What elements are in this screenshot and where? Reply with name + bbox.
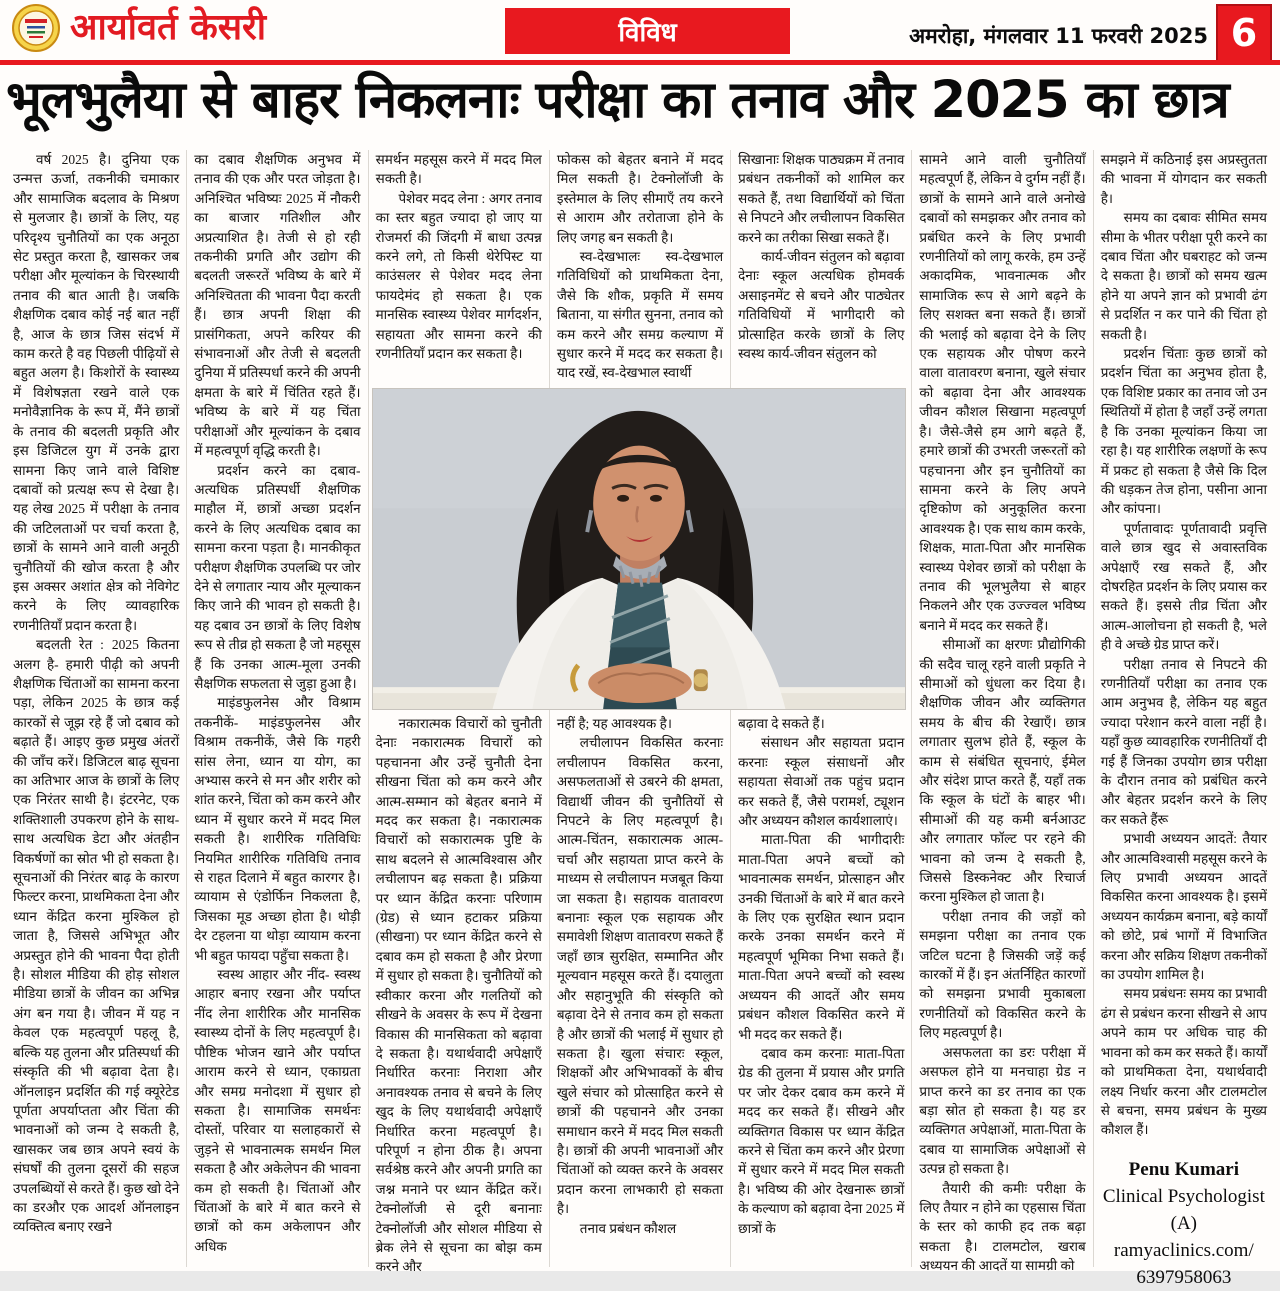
author-credit [1101, 1156, 1267, 1291]
author-title: Clinical Psychologist (A) [1102, 1185, 1265, 1234]
article-paragraph: माइंडफुलनेस और विश्राम तकनीकें- माइंडफुलनेस और विश्राम तकनीकें, जैसे कि गहरी सांस लेना, ध्यान या योग, का अभ्यास करने से मन और शरीर को शांत करने, चिंता को कम करने और ध्यान में सुधार करने में मदद मिल सकती है। शारीरिक गतिविधिः नियमित शारीरिक गतिविधि तनाव से राहत दिलाने में बहुत कारगर है। व्यायाम से एंडोर्फिन निकलता है, जिसका मूड अच्छा होता है। थोड़ी देर टहलना या थोड़ा व्यायाम करना भी बहुत फायदा पहुँचा सकता है। [194, 695, 361, 963]
article-paragraph: स्वस्थ आहार और नींद- स्वस्थ आहार बनाए रखना और पर्याप्त नींद लेना शारीरिक और मानसिक स्वास्थ्य दोनों के लिए महत्वपूर्ण है। पौष्टिक भोजन खाने और पर्याप्त आराम करने से ध्यान, एकाग्रता और समग्र मनोदशा में सुधार हो सकता है। सामाजिक समर्थनः दोस्तों, परिवार या सलाहकारों से जुड़ने से भावनात्मक समर्थन मिल सकता है और अकेलेपन की भावना कम हो सकती है। चिंताओं और चिंताओं के बारे में बात करने से छात्रों को कम अकेलापन और अधिक [194, 967, 361, 1254]
article-paragraph: नहीं है; यह आवश्यक है। [556, 716, 672, 731]
section-badge [505, 8, 790, 54]
article-paragraph: समझने में कठिनाई इस अप्रस्तुतता की भावना में योगदान कर सकती है। [1100, 152, 1267, 206]
dateline: अमरोहा, मंगलवार 11 फरवरी 2025 [909, 24, 1208, 48]
article-paragraph: माता-पिता की भागीदारीः माता-पिता अपने बच्चों को भावनात्मक समर्थन, प्रोत्साहन और उनकी चिंताओं के बारे में बात करने के लिए एक सुरक्षित स्थान प्रदान करके उनका समर्थन करने में महत्वपूर्ण भूमिका निभा सकते हैं। माता-पिता अपने बच्चों को स्वस्थ अध्ययन की आदतें और समय प्रबंधन कौशल विकसित करने में भी मदद कर सकते हैं। [738, 832, 905, 1042]
clinical-psychologist-photo [372, 388, 906, 710]
article-paragraph: नकारात्मक विचारों को चुनौती देनाः नकारात्मक विचारों को पहचानना और उन्हें चुनौती देना सीखना चिंता को कम करने और आत्म-सम्मान को बेहतर बनाने में मदद कर सकता है। नकारात्मक विचारों को सकारात्मक पुष्टि के साथ बदलने से आत्मविश्वास और लचीलापन बढ़ सकता है। प्रक्रिया पर ध्यान केंद्रित करनाः परिणाम (ग्रेड) से ध्यान हटाकर प्रक्रिया (सीखना) पर ध्यान केंद्रित करने से दबाव कम हो सकता है और प्रेरणा में सुधार हो सकता है। चुनौतियों को स्वीकार करना और गलतियों को सीखने के अवसर के रूप में देखना विकास की मानसिकता को बढ़ावा दे सकता है। यथार्थवादी अपेक्षाएँ निर्धारित करनाः निराशा और अनावश्यक तनाव से बचने के लिए खुद के लिए यथार्थवादी अपेक्षाएँ निर्धारित करना महत्वपूर्ण है। परिपूर्ण न होना ठीक है। अपना सर्वश्रेष्ठ करने और अपनी प्रगति का जश्न मनाने पर ध्यान केंद्रित करें। टेक्नोलॉजी से दूरी बनानाः टेक्नोलॉजी और सोशल मीडिया से ब्रेक लेने से सूचना का बोझ कम करने और [375, 716, 542, 1275]
column-4-top [557, 150, 723, 390]
column-6 [912, 150, 1093, 1274]
author-website: ramyaclinics.com/ [1113, 1239, 1254, 1261]
column-7 [1094, 150, 1274, 1288]
article-paragraph: दबाव कम करनाः माता-पिता ग्रेड की तुलना में प्रयास और प्रगति पर जोर देकर दबाव कम करने में मदद कर सकते हैं। सीखने और व्यक्तिगत विकास पर ध्यान केंद्रित करने से चिंता कम करने और प्रेरणा में सुधार करने में मदद मिल सकती है। भविष्य की ओर देखनारू छात्रों के कल्याण को बढ़ावा देना 2025 में छात्रों के [738, 1045, 905, 1236]
article-paragraph: परीक्षा तनाव से निपटने की रणनीतियाँ परीक्षा का तनाव एक आम अनुभव है, लेकिन यह बहुत ज्यादा परेशान करने वाला नहीं है। यहाँ कुछ व्यावहारिक रणनीतियाँ दी गई हैं जिनका उपयोग छात्र परीक्षा के दौरान तनाव को प्रबंधित करने और बेहतर प्रदर्शन करने के लिए कर सकते हैंरू [1100, 656, 1267, 827]
article-paragraph: बढ़ावा दे सकते हैं। [738, 716, 825, 731]
article-paragraph: तनाव प्रबंधन कौशल [579, 1220, 677, 1236]
article-paragraph: स्व-देखभालः स्व-देखभाल गतिविधियों को प्राथमिकता देना, जैसे कि शौक, प्रकृति में समय बिताना, या संगीत सुनना, तनाव को कम करने और समग्र कल्याण में सुधार करने में मदद कर सकता है। याद रखें, स्व-देखभाल स्वार्थी [556, 249, 724, 381]
masthead [0, 0, 1280, 60]
author-phone: 6397958063 [1136, 1266, 1232, 1288]
article-paragraph: पूर्णतावादः पूर्णतावादी प्रवृत्ति वाले छात्र खुद से अवास्तविक अपेक्षाएँ रख सकते हैं, और दोषरहित प्रदर्शन के लिए प्रयास कर सकते हैं। इससे तीव्र चिंता और आत्म-आलोचना हो सकती है, भले ही वे अच्छे ग्रेड प्राप्त करें। [1100, 520, 1267, 653]
article-paragraph: समय का दबावः सीमित समय सीमा के भीतर परीक्षा पूरी करने का दबाव चिंता और घबराहट को जन्म दे सकता है। छात्रों को समय खत्म होने या अपने ज्ञान को प्रभावी ढंग से प्रदर्शित न कर पाने की चिंता हो सकती है। [1100, 210, 1267, 342]
newspaper-emblem-icon [12, 4, 60, 52]
article-paragraph: असफलता का डरः परीक्षा में असफल होने या मनचाहा ग्रेड न प्राप्त करने का डर तनाव का एक बड़ा स्रोत हो सकता है। यह डर व्यक्तिगत अपेक्षाओं, माता-पिता के दबाव या सामाजिक अपेक्षाओं से उत्पन्न हो सकता है। [919, 1044, 1086, 1177]
article-paragraph: प्रदर्शन करने का दबाव- अत्यधिक प्रतिस्पर्धी शैक्षणिक माहौल में, छात्रों अच्छा प्रदर्शन करने के लिए अत्यधिक दबाव का सामना करना पड़ता है। मानकीकृत परीक्षण शैक्षणिक उपलब्धि पर जोर देने से लगातार न्याय और मूल्याकन किए जाने की भावन हो सकती है। यह दबाव उन छात्रों के लिए विशेष रूप से तीव्र हो सकता है जो महसूस हैं कि उनका आत्म-मूला उनकी सैक्षणिक सफलता से जुड़ा हुआ है। [194, 462, 361, 691]
article-paragraph: का दबाव शैक्षणिक अनुभव में तनाव की एक और परत जोड़ता है। अनिश्चित भविष्यः 2025 में नौकरी का बाजार गतिशील और अप्रत्याशित है। तेजी से हो रही तकनीकी प्रगति और उद्योग की बदलती जरूरतें भविष्य के बारे में अनिश्चितता की भावना पैदा करती हैं। छात्र अपनी शिक्षा की प्रासंगिकता, अपने करियर की संभावनाओं और तेजी से बदलती दुनिया में प्रतिस्पर्धा करने की अपनी क्षमता के बारे में चिंतित रहते हैं। भविष्य के बारे में यह चिंता परीक्षाओं और मूल्यांकन के दबाव में महत्वपूर्ण वृद्धि करती है। [194, 152, 361, 459]
article-paragraph: सीमाओं का क्षरणः प्रौद्योगिकी की सदैव चालू रहने वाली प्रकृति ने सीमाओं को धुंधला कर दिया है। शैक्षणिक जीवन और व्यक्तिगत समय के बीच की रेखाएँ। छात्र लगातार सुलभ होते हैं, स्कूल के काम से संबंधित सूचनाएं, ईमेल और संदेश प्राप्त करते हैं, यहाँ तक कि स्कूल के घंटों के बाहर भी। सीमाओं की यह कमी बर्नआउट और लगातार फॉल्ट पर रहने की भावना को जन्म दे सकती है, जिससे डिस्कनेक्ट और रिचार्ज करना मुश्किल हो जाता है। [919, 637, 1086, 905]
article-paragraph: तैयारी की कमीः परीक्षा के लिए तैयार न होने का एहसास चिंता के स्तर को काफी हद तक बढ़ा सकता है। टालमटोल, खराब अध्ययन की आदतें या सामग्री को [919, 1180, 1086, 1274]
column-1 [6, 150, 187, 1267]
paper-name: आर्यावर्त केसरी [70, 7, 267, 48]
masthead-divider [0, 60, 1280, 65]
article-paragraph: कार्य-जीवन संतुलन को बढ़ावा देनाः स्कूल अत्यधिक होमवर्क असाइनमेंट से बचने और पाठ्येतर गतिविधियों में भागीदारी को प्रोत्साहित करके छात्रों के लिए स्वस्थ कार्य-जीवन संतुलन को [738, 249, 905, 362]
headline: भूलभुलैया से बाहर निकलनाः परीक्षा का तनाव और 2025 का छात्र [6, 71, 1229, 130]
article-paragraph: प्रभावी अध्ययन आदतें: तैयार और आत्मविश्वासी महसूस करने के लिए प्रभावी अध्ययन आदतें विकसित करना आवश्यक है। इसमें अध्ययन कार्यक्रम बनाना, बड़े कार्यों को छोटे, प्रबं भागों में विभाजित करना और सक्रिय शिक्षण तकनीकों का उपयोग शामिल है। [1100, 831, 1267, 983]
column-3-top [376, 150, 542, 390]
section-label: विविध [618, 18, 677, 48]
column-2 [187, 150, 368, 1267]
article-paragraph: पेशेवर मदद लेना : अगर तनाव का स्तर बहुत ज्यादा हो जाए या रोजमर्रा की जिंदगी में बाधा उत्पन्न करने लगे, तो किसी थेरेपिस्ट या काउंसलर से पेशेवर मदद लेना फायदेमंद हो सकता है। एक मानसिक स्वास्थ्य पेशेवर मार्गदर्शन, सहायता और सामना करने की रणनीतियाँ प्रदान कर सकता है। [375, 190, 542, 362]
article-paragraph: सिखानाः शिक्षक पाठ्यक्रम में तनाव प्रबंधन तकनीकों को शामिल कर सकते हैं, तथा विद्यार्थियों को चिंता से निपटने और लचीलापन विकसित करने का तरीका सिखा सकते हैं। [738, 152, 905, 245]
page-number-badge: 6 [1216, 4, 1272, 62]
column-5-top [738, 150, 904, 390]
article-paragraph: लचीलापन विकसित करनाः लचीलापन विकसित करना, असफलताओं से उबरने की क्षमता, विद्यार्थी जीवन की चुनौतियों से निपटने के लिए महत्वपूर्ण है। आत्म-चिंतन, सकारात्मक आत्म-चर्चा और सहायता प्राप्त करने के माध्यम से लचीलापन मजबूत किया जा सकता है। सहायक वातावरण बनानाः स्कूल एक सहायक और समावेशी शिक्षण वातावरण सकते हैं जहाँ छात्र सुरक्षित, सम्मानित और मूल्यवान महसूस करते हैं। दयालुता और सहानुभूति की संस्कृति को बढ़ावा देने से तनाव कम हो सकता है और छात्रों की भलाई में सुधार हो सकता है। खुला संचारः स्कूल, शिक्षकों और अभिभावकों के बीच खुले संचार को प्रोत्साहित करने से छात्रों की पहचानने और उनका समाधान करने में मदद मिल सकती है। छात्रों की अपनी भावनाओं और चिंताओं को व्यक्त करने के अवसर प्रदान करना लाभकारी हो सकता है। [556, 735, 724, 1217]
article-paragraph: फोकस को बेहतर बनाने में मदद मिल सकती है। टेक्नोलॉजी के इस्तेमाल के लिए सीमाएँ तय करने से आराम और तरोताजा होने के लिए जगह बन सकती है। [556, 152, 724, 245]
article-paragraph: प्रदर्शन चिंताः कुछ छात्रों को प्रदर्शन चिंता का अनुभव होता है, एक विशिष्ट प्रकार का तनाव जो उन स्थितियों में होता है जहाँ उन्हें लगता है कि उनका मूल्यांकन किया जा रहा है। यह शारीरिक लक्षणों के रूप में प्रकट हो सकता है जैसे कि दिल की धड़कन तेज होना, पसीना आना और कांपना। [1100, 346, 1267, 517]
article-paragraph: संसाधन और सहायता प्रदान करनाः स्कूल संसाधनों और सहायता सेवाओं तक पहुंच प्रदान कर सकते हैं, जैसे परामर्श, ट्यूशन और अध्ययन कौशल कार्यशालाएं। [738, 735, 905, 829]
article-paragraph: परीक्षा तनाव की जड़ों को समझना परीक्षा का तनाव एक जटिल घटना है जिसकी जड़ें कई कारकों में हैं। इन अंतर्निहित कारणों को समझना प्रभावी मुकाबला रणनीतियों को विकसित करने के लिए महत्वपूर्ण है। [919, 908, 1086, 1041]
article-paragraph: सामने आने वाली चुनौतियाँ महत्वपूर्ण हैं, लेकिन वे दुर्गम नहीं हैं। छात्रों के सामने आने वाले अनोखे दबावों को समझकर और तनाव को प्रबंधित करने के लिए प्रभावी रणनीतियों को लागू करके, हम उन्हें अकादमिक, भावनात्मक और सामाजिक रूप से आगे बढ़ने के लिए सशक्त बना सकते हैं। छात्रों की भलाई को बढ़ावा देने के लिए एक सहायक और पोषण करने वाला वातावरण बनाना, खुले संचार को बढ़ावा देना और आवश्यक जीवन कौशल सिखाना महत्वपूर्ण है। जैसे-जैसे हम आगे बढ़ते हैं, हमारे छात्रों की उभरती जरूरतों को पहचानना और इन चुनौतियों का सामना करने के लिए अपने दृष्टिकोण को अनुकूलित करना आवश्यक है। एक साथ काम करके, शिक्षक, माता-पिता और मानसिक स्वास्थ्य पेशेवर छात्रों को परीक्षा के तनाव की भूलभुलैया से बाहर निकलने और एक उज्ज्वल भविष्य बनाने में मदद कर सकते हैं। [919, 152, 1086, 633]
article-paragraph: बदलती रेत : 2025 कितना अलग है- हमारी पीढ़ी को अपनी शैक्षणिक चिंताओं का सामना करना पड़ा, लेकिन 2025 के छात्र कई कारकों से जूझ रहे हैं जो दबाव को बढ़ाते हैं। आइए कुछ प्रमुख अंतरों की जाँच करें। डिजिटल बाढ़ सूचना का अतिभार आज के छात्रों के लिए एक निरंतर साथी है। इंटरनेट, एक शक्तिशाली उपकरण होने के साथ-साथ अत्यधिक डेटा और अंतहीन विकर्षणों का स्रोत भी हो सकता है। सूचनाओं की निरंतर बाढ़ के कारण फिल्टर करना, प्राथमिकता देना और ध्यान केंद्रित करना मुश्किल हो जाता है, जिससे अभिभूत और अप्रस्तुत होने की भावना पैदा होती है। सोशल मीडिया की होड़ सोशल मीडिया छात्रों के जीवन का अभिन्न अंग बन गया है। जीवन में यह न केवल एक महत्वपूर्ण पहलू है, बल्कि यह तुलना और प्रतिस्पर्धा की संस्कृति की भी बढ़ावा देता है। ऑनलाइन प्रदर्शित की गई क्यूरेटेड पूर्णता अपर्याप्तता और चिंता की भावनाओं को जन्म दे सकती है, खासकर जब छात्र अपने स्वयं के संघर्षों की तुलना दूसरों की सहज उपलब्धियों से करते हैं। कुछ खो देने का डरऔर एक आदर्श ऑनलाइन व्यक्तित्व बनाए रखने [13, 637, 180, 1235]
article-paragraph: समय प्रबंधनः समय का प्रभावी ढंग से प्रबंधन करना सीखने से आप अपने काम पर अधिक चाह की भावना को कम कर सकते हैं। कार्यों को प्राथमिकता देना, यथार्थवादी लक्ष्य निर्धार करना और टालमटोल से बचना, समय प्रबंधन के मुख्य कौशल हैं। [1100, 986, 1267, 1138]
article-paragraph: वर्ष 2025 है। दुनिया एक उन्मत्त ऊर्जा, तकनीकी चमाकार और सामाजिक बदलाव के मिश्रण से मुलजार है। छात्रों के लिए, यह परिदृश्य चुनौतियों का एक अनूठा सेट प्रस्तुत करता है, खासकर जब परीक्षा और मूल्यांकन के चिरस्थायी तनाव की बात आती है। जबकि शैक्षणिक दबाव कोई नई बात नहीं है, आज के छात्र जिस संदर्भ में काम करते है वह पिछली पीढ़ियों से बहुत अलग है। किशोरों के स्वास्थ्य में विशेषज्ञता रखने वाले एक मनोवैज्ञानिक के रूप में, मैंने छात्रों के तनाव की बदलती प्रकृति और इस डिजिटल युग में उनके द्वारा सामना किए जाने वाले विशिष्ट दबावों को प्रत्यक्ष रूप से देखा है। यह लेख 2025 में परीक्षा के तनाव की जटिलताओं पर चर्चा करता है, छात्रों के सामने आने वाली अनूठी चुनौतियों की खोज करता है और इस अक्सर अशांत क्षेत्र को नेविगेट करने के लिए व्यावहारिक रणनीतियाँ प्रदान करता है। [13, 152, 180, 633]
brand [12, 4, 266, 52]
article-paragraph: समर्थन महसूस करने में मदद मिल सकती है। [375, 152, 542, 187]
author-name: Penu Kumari [1128, 1158, 1239, 1180]
